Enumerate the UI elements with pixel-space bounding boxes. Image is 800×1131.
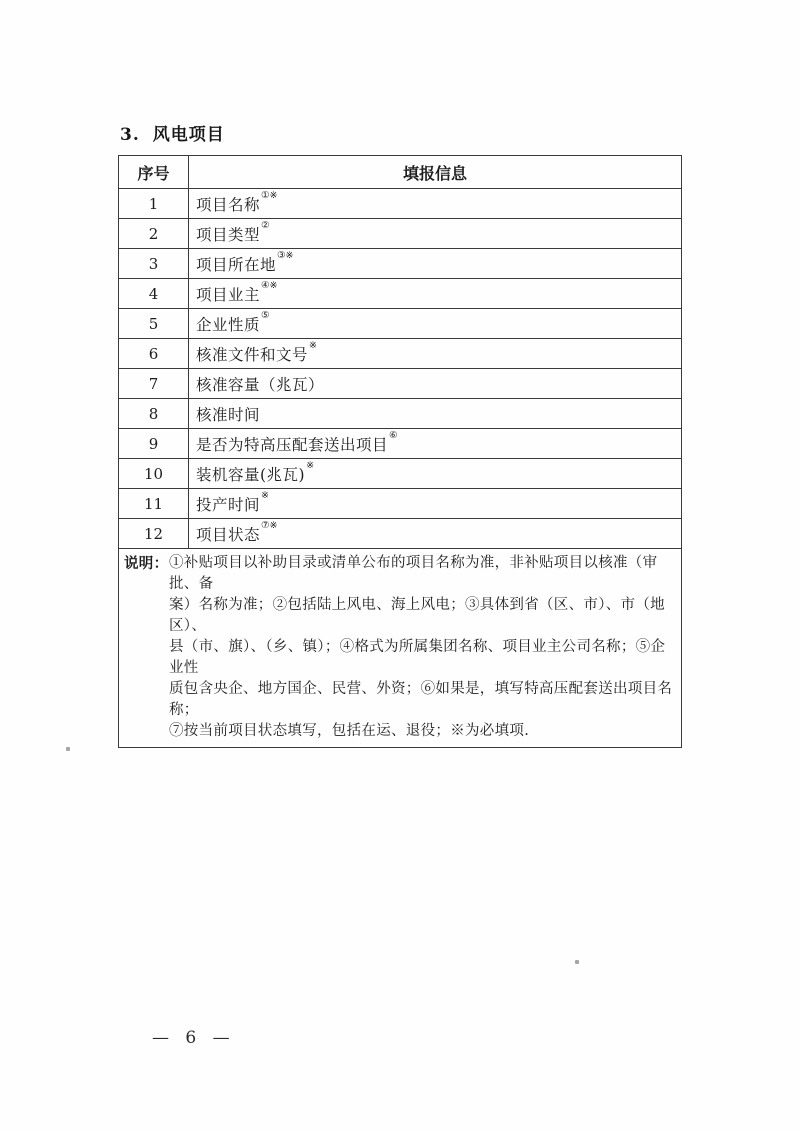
note-line: ⑦按当前项目状态填写，包括在运、退役；※为必填项. bbox=[169, 723, 530, 739]
note-line: 质包含央企、地方国企、民营、外资；⑥如果是，填写特高压配套送出项目名称； bbox=[169, 681, 673, 718]
wind-project-fields-table bbox=[118, 155, 682, 748]
table-row bbox=[119, 429, 682, 459]
section-title-text: 风电项目 bbox=[152, 125, 225, 145]
table-row bbox=[119, 399, 682, 429]
table-row bbox=[119, 369, 682, 399]
field-footnote-mark: ⑦※ bbox=[261, 520, 278, 532]
row-number: 10 bbox=[119, 459, 189, 489]
field-footnote-mark: ①※ bbox=[261, 190, 278, 202]
header-serial-number: 序号 bbox=[119, 156, 189, 189]
field-footnote-mark: ③※ bbox=[277, 250, 294, 262]
table-row bbox=[119, 519, 682, 549]
row-field bbox=[189, 429, 682, 459]
field-footnote-mark: ※ bbox=[309, 340, 317, 352]
row-number: 4 bbox=[119, 279, 189, 309]
table-row bbox=[119, 459, 682, 489]
table-row bbox=[119, 489, 682, 519]
row-field bbox=[189, 519, 682, 549]
field-label: 投产时间 bbox=[196, 495, 261, 514]
row-number: 2 bbox=[119, 219, 189, 249]
table-row bbox=[119, 339, 682, 369]
field-label: 项目状态 bbox=[196, 525, 261, 544]
field-footnote-mark: ④※ bbox=[261, 280, 278, 292]
section-title bbox=[120, 120, 225, 145]
row-field bbox=[189, 279, 682, 309]
row-field bbox=[189, 459, 682, 489]
row-number: 12 bbox=[119, 519, 189, 549]
field-label: 核准容量（兆瓦） bbox=[196, 375, 325, 394]
row-field bbox=[189, 489, 682, 519]
field-label: 企业性质 bbox=[196, 315, 261, 334]
scan-speck bbox=[575, 960, 579, 964]
row-field bbox=[189, 309, 682, 339]
row-number: 3 bbox=[119, 249, 189, 279]
field-footnote-mark: ② bbox=[261, 220, 270, 232]
field-footnote-mark: ※ bbox=[261, 490, 269, 502]
row-number: 6 bbox=[119, 339, 189, 369]
row-number: 1 bbox=[119, 189, 189, 219]
header-fill-info: 填报信息 bbox=[189, 156, 682, 189]
note-line: 县（市、旗）、（乡、镇）；④格式为所属集团名称、项目业主公司名称；⑤企业性 bbox=[169, 639, 666, 676]
row-number: 8 bbox=[119, 399, 189, 429]
row-number: 11 bbox=[119, 489, 189, 519]
field-label: 核准时间 bbox=[196, 405, 261, 424]
row-field bbox=[189, 219, 682, 249]
row-field bbox=[189, 189, 682, 219]
field-label: 项目名称 bbox=[196, 195, 261, 214]
field-footnote-mark: ※ bbox=[306, 460, 315, 472]
row-field bbox=[189, 249, 682, 279]
table-row bbox=[119, 219, 682, 249]
row-field bbox=[189, 399, 682, 429]
table-note-row bbox=[119, 549, 682, 748]
notes-cell bbox=[119, 549, 682, 748]
page-number: — 6 — bbox=[152, 1028, 231, 1048]
table-row bbox=[119, 279, 682, 309]
row-number: 5 bbox=[119, 309, 189, 339]
note-line: 案）名称为准；②包括陆上风电、海上风电；③具体到省（区、市）、市（地区）、 bbox=[169, 597, 665, 634]
table-header-row bbox=[119, 156, 682, 189]
row-field bbox=[189, 369, 682, 399]
row-number: 9 bbox=[119, 429, 189, 459]
notes-text bbox=[169, 553, 676, 742]
field-label: 装机容量(兆瓦) bbox=[196, 465, 306, 484]
field-footnote-mark: ⑤ bbox=[261, 310, 270, 322]
section-number: 3. bbox=[120, 125, 140, 145]
table-row bbox=[119, 189, 682, 219]
note-line: ①补贴项目以补助目录或清单公布的项目名称为准，非补贴项目以核准（审批、备 bbox=[169, 555, 658, 592]
row-field bbox=[189, 339, 682, 369]
field-label: 项目所在地 bbox=[196, 255, 277, 274]
notes-label: 说明： bbox=[124, 555, 169, 572]
field-label: 项目业主 bbox=[196, 285, 261, 304]
field-footnote-mark: ⑥ bbox=[389, 430, 398, 442]
table-row bbox=[119, 309, 682, 339]
field-label: 是否为特高压配套送出项目 bbox=[196, 435, 389, 454]
field-label: 核准文件和文号 bbox=[196, 345, 309, 364]
row-number: 7 bbox=[119, 369, 189, 399]
scan-speck bbox=[66, 747, 70, 751]
table-row bbox=[119, 249, 682, 279]
field-label: 项目类型 bbox=[196, 225, 261, 244]
